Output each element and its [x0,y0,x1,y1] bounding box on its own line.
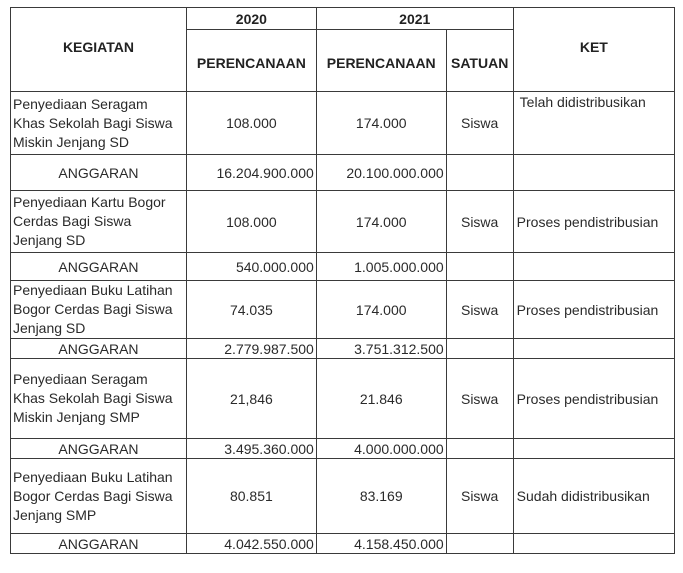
empty-cell [513,439,674,459]
anggaran-2020-cell: 540.000.000 [186,253,316,281]
anggaran-2020-cell: 16.204.900.000 [186,155,316,191]
kegiatan-cell: Penyediaan Seragam Khas Sekolah Bagi Siswa Miskin Jenjang SD [11,92,187,155]
ket-cell: Proses pendistribusian [513,359,674,439]
satuan-cell: Siswa [446,191,513,253]
kegiatan-cell: Penyediaan Buku Latihan Bogor Cerdas Bagi Siswa Jenjang SD [11,281,187,339]
kegiatan-cell: Penyediaan Buku Latihan Bogor Cerdas Bagi Siswa Jenjang SMP [11,459,187,534]
header-perencanaan-2021: PERENCANAAN [316,30,446,92]
satuan-cell: Siswa [446,359,513,439]
empty-cell [446,253,513,281]
perencanaan-2021-cell: 174.000 [316,191,446,253]
perencanaan-2020-cell: 108.000 [186,92,316,155]
anggaran-label: ANGGARAN [11,253,187,281]
satuan-cell: Siswa [446,92,513,155]
ket-cell: Proses pendistribusian [513,191,674,253]
satuan-cell: Siswa [446,281,513,339]
ket-cell: Telah didistribusikan [513,92,674,155]
empty-cell [446,155,513,191]
ket-cell: Sudah didistribusikan [513,459,674,534]
perencanaan-2021-cell: 83.169 [316,459,446,534]
header-ket: KET [513,8,674,92]
anggaran-2021-cell: 1.005.000.000 [316,253,446,281]
empty-cell [513,155,674,191]
anggaran-2021-cell: 4.158.450.000 [316,534,446,554]
perencanaan-2021-cell: 174.000 [316,281,446,339]
kegiatan-cell: Penyediaan Kartu Bogor Cerdas Bagi Siswa Jenjang SD [11,191,187,253]
anggaran-row [11,253,675,281]
anggaran-2021-cell: 20.100.000.000 [316,155,446,191]
empty-cell [446,534,513,554]
header-satuan: SATUAN [446,30,513,92]
anggaran-row [11,439,675,459]
header-year-2020: 2020 [186,8,316,30]
perencanaan-2020-cell: 108.000 [186,191,316,253]
anggaran-2020-cell: 2.779.987.500 [186,339,316,359]
anggaran-row [11,155,675,191]
table-row [11,459,675,534]
perencanaan-2021-cell: 174.000 [316,92,446,155]
empty-cell [513,534,674,554]
satuan-cell: Siswa [446,459,513,534]
anggaran-label: ANGGARAN [11,339,187,359]
anggaran-row [11,534,675,554]
perencanaan-2020-cell: 21,846 [186,359,316,439]
table-row [11,92,675,155]
anggaran-label: ANGGARAN [11,439,187,459]
perencanaan-2020-cell: 74.035 [186,281,316,339]
anggaran-2021-cell: 4.000.000.000 [316,439,446,459]
header-year-2021: 2021 [316,8,513,30]
anggaran-2021-cell: 3.751.312.500 [316,339,446,359]
anggaran-2020-cell: 4.042.550.000 [186,534,316,554]
table-row [11,191,675,253]
budget-table [10,7,675,554]
perencanaan-2021-cell: 21.846 [316,359,446,439]
ket-cell: Proses pendistribusian [513,281,674,339]
anggaran-row [11,339,675,359]
kegiatan-cell: Penyediaan Seragam Khas Sekolah Bagi Siswa Miskin Jenjang SMP [11,359,187,439]
header-perencanaan-2020: PERENCANAAN [186,30,316,92]
table-row [11,359,675,439]
anggaran-label: ANGGARAN [11,155,187,191]
anggaran-label: ANGGARAN [11,534,187,554]
empty-cell [513,253,674,281]
table-row [11,281,675,339]
empty-cell [513,339,674,359]
empty-cell [446,439,513,459]
header-kegiatan: KEGIATAN [11,8,187,92]
empty-cell [446,339,513,359]
anggaran-2020-cell: 3.495.360.000 [186,439,316,459]
perencanaan-2020-cell: 80.851 [186,459,316,534]
